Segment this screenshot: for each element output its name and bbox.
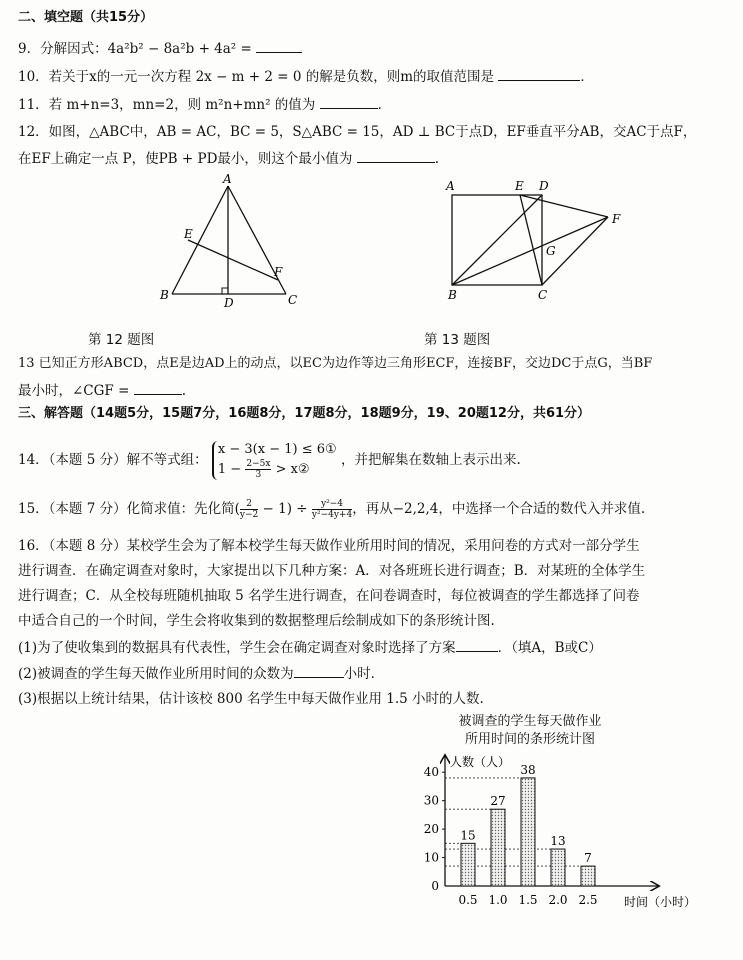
fraction [245, 459, 271, 480]
chart-title-line1: 被调查的学生每天做作业 [458, 714, 602, 729]
x-tick-label: 2.0 [548, 893, 568, 907]
answer-blank[interactable] [320, 94, 378, 109]
label-a: A [223, 172, 232, 186]
question-12-line2: 在EF上确定一点 P，使PB + PD最小，则这个最小值为 . [18, 148, 439, 169]
question-15 [18, 496, 645, 522]
inequality-2 [218, 459, 337, 480]
question-9-text: 9．分解因式：4a²b² − 8a²b + 4a² = [18, 41, 252, 57]
figure-13-square [440, 175, 640, 305]
y-tick-label: 10 [423, 850, 439, 865]
question-10: 10．若关于x的一元一次方程 2x − m + 2 = 0 的解是负数，则m的取值范围是 ． [18, 66, 594, 87]
sub2-text: (2)被调查的学生每天做作业所用时间的众数为 [18, 666, 294, 682]
question-16-line1: 16．（本题 8 分）某校学生会为了解本校学生每天做作业所用时间的情况，采用问卷的方式对一部分学生 [18, 538, 640, 554]
question-15-suffix: ，再从−2,2,4，中选择一个合适的数代入并求值. [352, 501, 646, 517]
bar-chart [410, 748, 710, 918]
label-f: F [274, 265, 283, 279]
figure-13-caption: 第 13 题图 [424, 332, 491, 348]
fraction-denominator: 3 [255, 470, 262, 480]
fraction-numerator: 2−5x [246, 459, 271, 469]
answer-blank[interactable] [357, 148, 435, 163]
answer-blank[interactable] [256, 38, 302, 53]
data-label: 27 [490, 794, 506, 809]
bar [581, 866, 595, 886]
y-tick-label: 30 [423, 793, 439, 808]
question-14-suffix: ，并把解集在数轴上表示出来. [340, 452, 521, 468]
y-tick-label: 20 [423, 822, 439, 837]
label-c: C [538, 288, 548, 302]
question-15-prefix: 15．（本题 7 分）化简求值：先化简( [18, 501, 240, 517]
question-13-line2: 最小时，∠CGF = . [18, 380, 186, 401]
fraction-denominator: y−2 [239, 510, 259, 520]
question-13-line2-text: 最小时，∠CGF = [18, 383, 130, 399]
label-d: D [539, 179, 549, 193]
question-10-text: 10．若关于x的一元一次方程 2x − m + 2 = 0 的解是负数，则m的取值范围是 [18, 69, 495, 85]
sub2-end: 小时． [343, 666, 385, 682]
y-tick-label: 0 [431, 879, 439, 893]
question-11: 11．若 m+n=3，mn=2，则 m²n+mn² 的值为 ． [18, 94, 391, 115]
y-tick-label: 40 [423, 765, 439, 780]
x-tick-label: 1.0 [488, 893, 508, 907]
fraction-numerator: 2 [240, 499, 258, 510]
answer-blank[interactable] [294, 663, 344, 678]
section-2-heading: 二、填空题（共15分） [18, 10, 154, 25]
question-16-sub2 [18, 663, 384, 684]
question-14 [18, 440, 521, 480]
question-13-line1: 13 已知正方形ABCD，点E是边AD上的动点，以EC为边作等边三角形ECF，连接BF，交边DC于点G，当BF [18, 356, 653, 371]
answer-blank[interactable] [456, 637, 498, 652]
fraction [312, 499, 352, 520]
figure-12-triangle [150, 172, 310, 312]
x-tick-label: 2.5 [578, 893, 598, 907]
label-c: C [288, 293, 298, 307]
inequality-2-part-b: > x② [275, 462, 310, 477]
inequality-1: x − 3(x − 1) ≤ 6① [217, 442, 337, 457]
x-tick-label: 0.5 [458, 893, 478, 907]
inequality-2-part-a: 1 − [217, 462, 242, 477]
question-16-sub1 [18, 637, 602, 658]
fraction-numerator: y²−4 [312, 499, 352, 510]
bar [521, 778, 535, 886]
data-label: 7 [584, 851, 592, 866]
label-g: G [546, 244, 556, 258]
question-12-line2-text: 在EF上确定一点 P，使PB + PD最小，则这个最小值为 [18, 151, 353, 167]
question-16-line4: 中适合自己的一个时间，学生会将收集到的数据整理后绘制成如下的条形统计图. [18, 613, 495, 629]
answer-blank[interactable] [498, 66, 580, 81]
bar [461, 843, 475, 886]
chart-title [420, 713, 640, 749]
fraction [240, 499, 258, 520]
data-label: 15 [460, 828, 476, 843]
label-e: E [515, 179, 524, 193]
sub1-end: ．（填A，B或C） [497, 640, 602, 656]
question-14-prefix: 14．（本题 5 分）解不等式组： [18, 452, 208, 468]
question-15-mid: − 1) ÷ [262, 501, 308, 517]
data-label: 38 [520, 762, 536, 777]
label-a: A [446, 179, 455, 193]
sub1-text: (1)为了使收集到的数据具有代表性，学生会在确定调查对象时选择了方案 [18, 640, 456, 656]
figure-12-caption: 第 12 题图 [88, 332, 155, 348]
label-b: B [160, 288, 169, 302]
inequality-system [212, 441, 337, 480]
question-11-text: 11．若 m+n=3，mn=2，则 m²n+mn² 的值为 [18, 97, 316, 113]
data-label: 13 [550, 834, 566, 849]
question-16-sub3: (3)根据以上统计结果，估计该校 800 名学生中每天做作业用 1.5 小时的人数. [18, 691, 484, 707]
fraction-denominator: y²−4y+4 [311, 510, 353, 520]
question-16-line3: 进行调查；C．从全校每班随机抽取 5 名学生进行调查，在问卷调查时，每位被调查的学生都选择了问卷 [18, 588, 640, 604]
bar [491, 809, 505, 886]
question-12-line1: 12．如图，△ABC中，AB = AC，BC = 5，S△ABC = 15，AD ⊥ BC于点D，EF垂直平分AB，交AC于点F， [18, 124, 697, 140]
question-16-line2: 进行调查．在确定调查对象时，大家提出以下几种方案：A．对各班班长进行调查；B．对某班的全体学生 [18, 563, 646, 579]
section-3-heading: 三、解答题（14题5分，15题7分，16题8分，17题8分，18题9分，19、20题12分，共61分） [18, 406, 591, 421]
answer-blank[interactable] [134, 380, 182, 395]
label-b: B [448, 288, 457, 302]
y-axis-label: 人数（人） [450, 755, 511, 769]
label-e: E [184, 227, 193, 241]
label-d: D [224, 296, 234, 310]
chart-title-line2: 所用时间的条形统计图 [464, 732, 595, 747]
x-tick-label: 1.5 [518, 893, 538, 907]
question-9 [18, 38, 302, 59]
label-f: F [612, 212, 621, 226]
bar [551, 849, 565, 886]
x-axis-label: 时间（小时） [624, 895, 697, 909]
